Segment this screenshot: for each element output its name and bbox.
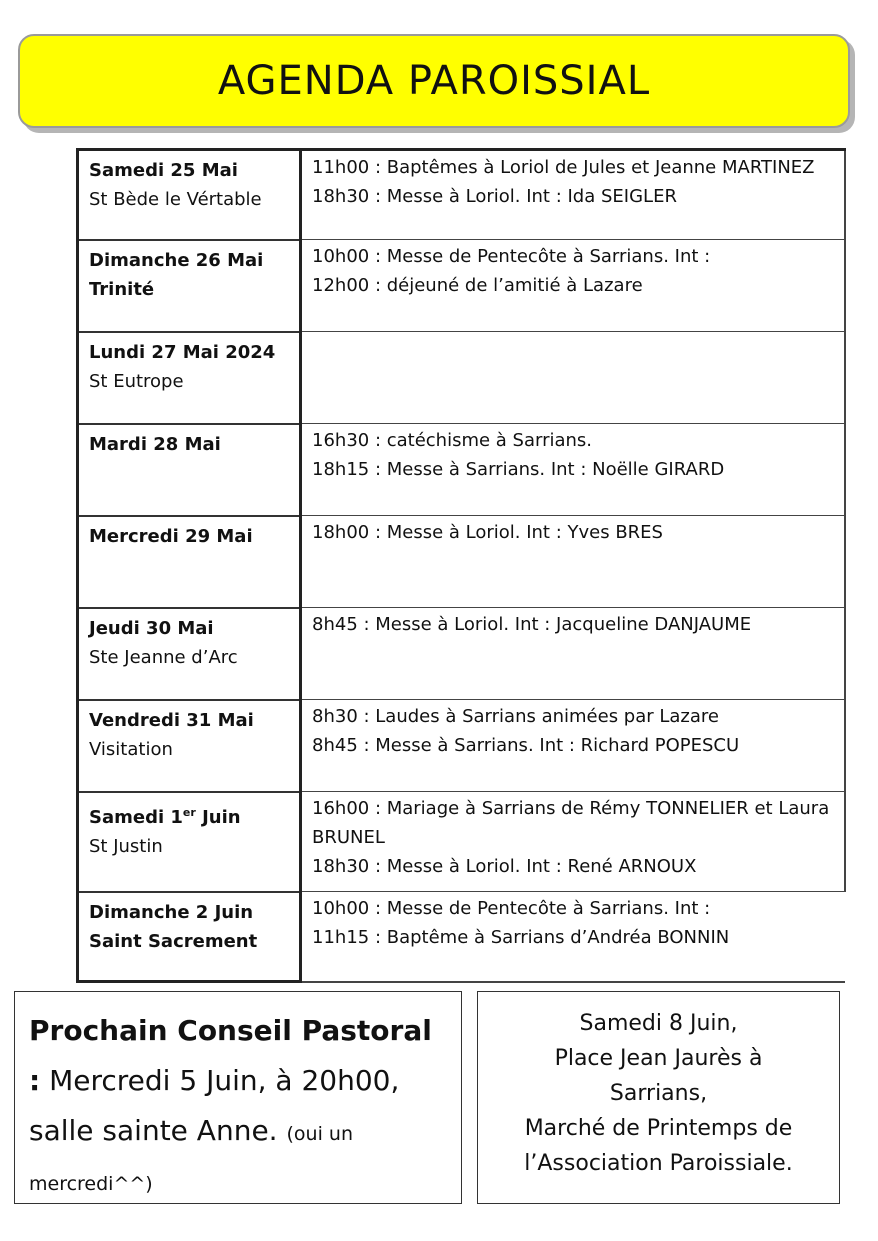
marche-line: Samedi 8 Juin, (579, 1011, 738, 1036)
agenda-saint: Ste Jeanne d’Arc (89, 646, 238, 668)
agenda-row (78, 332, 846, 424)
agenda-row (78, 892, 846, 982)
agenda-row (78, 700, 846, 792)
agenda-day: Vendredi 31 Mai (89, 709, 254, 731)
agenda-row (78, 424, 846, 516)
agenda-saint: Saint Sacrement (89, 930, 258, 952)
agenda-day: Jeudi 30 Mai (89, 617, 214, 639)
marche-line: Marché de Printemps de (524, 1116, 793, 1141)
agenda-day: Samedi 25 Mai (89, 160, 238, 181)
agenda-saint: Trinité (89, 278, 155, 300)
agenda-event: 12h00 : déjeuné de l’amitié à Lazare (312, 275, 643, 296)
marche-line: l’Association Paroissiale. (524, 1151, 793, 1176)
agenda-event: 8h45 : Messe à Loriol. Int : Jacqueline DANJAUME (312, 614, 752, 635)
conseil-box (14, 991, 462, 1204)
agenda-events-cell (301, 424, 846, 516)
agenda-date-cell (78, 240, 301, 332)
agenda-event: 11h00 : Baptêmes à Loriol de Jules et Jeanne MARTINEZ (312, 157, 815, 178)
agenda-date-cell (78, 892, 301, 982)
agenda-date-cell (78, 332, 301, 424)
agenda-event: 10h00 : Messe de Pentecôte à Sarrians. Int : (312, 246, 711, 267)
agenda-saint: St Bède le Vértable (89, 189, 262, 210)
agenda-date-cell (78, 792, 301, 892)
agenda-date-cell (78, 608, 301, 700)
agenda-event: 8h45 : Messe à Sarrians. Int : Richard POPESCU (312, 735, 740, 756)
agenda-row (78, 516, 846, 608)
agenda-row (78, 608, 846, 700)
agenda-event: 18h15 : Messe à Sarrians. Int : Noëlle GIRARD (312, 459, 725, 480)
agenda-saint: St Justin (89, 835, 163, 857)
conseil-note: (oui un mercredi^^) (29, 1123, 353, 1195)
conseil-details: Mercredi 5 Juin, à 20h00, salle sainte Anne. (29, 1064, 400, 1147)
marche-line: Sarrians, (609, 1081, 708, 1106)
agenda-events-cell (301, 150, 846, 240)
marche-line: Place Jean Jaurès à (554, 1046, 763, 1071)
agenda-row (78, 240, 846, 332)
agenda-event: 16h30 : catéchisme à Sarrians. (312, 430, 593, 451)
page-title: AGENDA PAROISSIAL (217, 58, 651, 104)
agenda-day: Mercredi 29 Mai (89, 525, 253, 547)
agenda-event: 18h00 : Messe à Loriol. Int : Yves BRES (312, 522, 663, 543)
agenda-day: Dimanche 2 Juin (89, 901, 254, 923)
conseil-label: Prochain Conseil Pastoral : (29, 1014, 432, 1097)
agenda-event: 10h00 : Messe de Pentecôte à Sarrians. Int : (312, 898, 711, 919)
agenda-day: Lundi 27 Mai 2024 (89, 341, 276, 363)
conseil-text-block (15, 992, 461, 1206)
marche-text-block (478, 992, 839, 1181)
agenda-event: 18h30 : Messe à Loriol. Int : Ida SEIGLER (312, 186, 677, 207)
agenda-date-cell (78, 700, 301, 792)
agenda-date-cell (78, 424, 301, 516)
agenda-saint: St Eutrope (89, 370, 184, 392)
agenda-events-cell (301, 892, 846, 982)
agenda-events-cell (301, 332, 846, 424)
agenda-day: Samedi 1er Juin (89, 805, 241, 828)
agenda-day: Dimanche 26 Mai (89, 249, 264, 271)
agenda-row (78, 150, 846, 240)
agenda-event: 11h15 : Baptême à Sarrians d’Andréa BONNIN (312, 927, 730, 948)
agenda-table (76, 148, 846, 983)
agenda-row (78, 792, 846, 892)
agenda-events-cell (301, 608, 846, 700)
marche-box (477, 991, 840, 1204)
agenda-event: 18h30 : Messe à Loriol. Int : René ARNOUX (312, 856, 697, 877)
agenda-saint: Visitation (89, 738, 173, 760)
agenda-date-cell (78, 516, 301, 608)
agenda-events-cell (301, 240, 846, 332)
title-banner (18, 34, 850, 128)
agenda-events-cell (301, 516, 846, 608)
agenda-day: Mardi 28 Mai (89, 433, 221, 455)
agenda-date-cell (78, 150, 301, 240)
agenda-events-cell (301, 700, 846, 792)
agenda-events-cell (301, 792, 846, 892)
agenda-event: 16h00 : Mariage à Sarrians de Rémy TONNELIER et Laura BRUNEL (312, 798, 830, 848)
agenda-event: 8h30 : Laudes à Sarrians animées par Lazare (312, 706, 719, 727)
